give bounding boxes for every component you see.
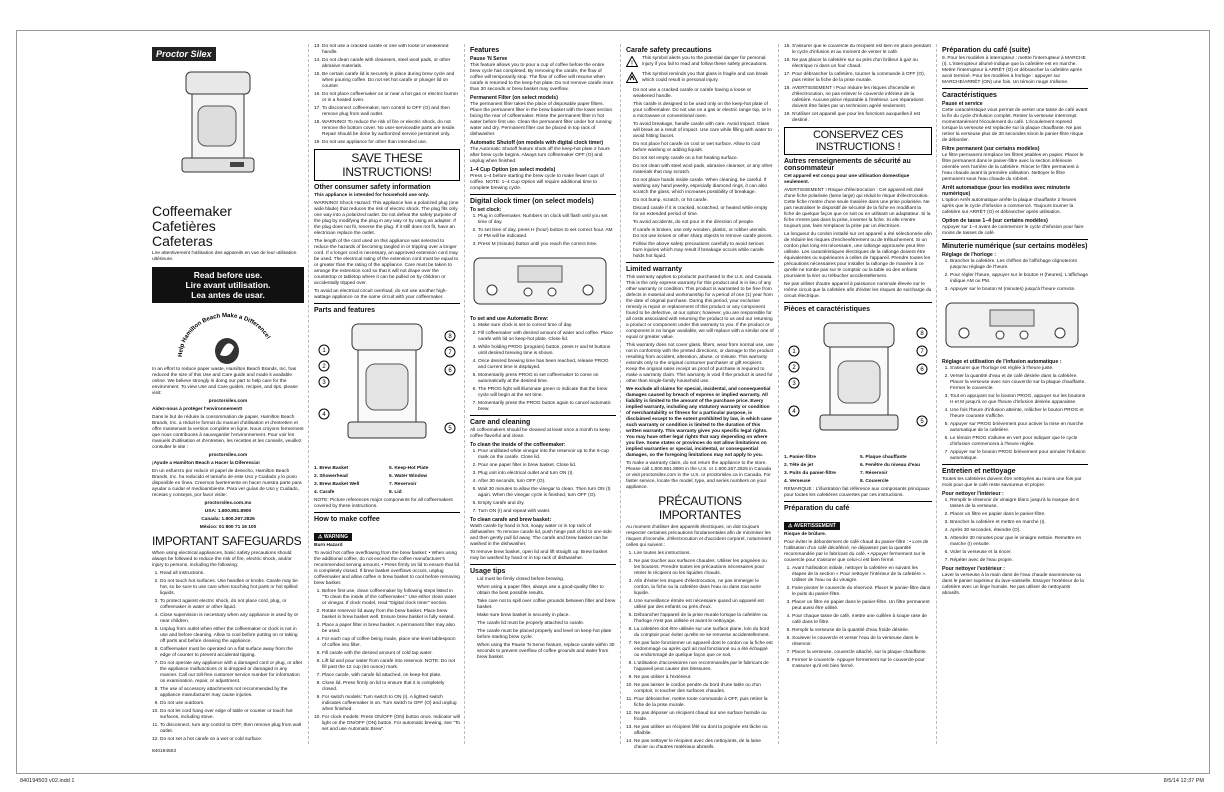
infusion-step: 4. Une fois l'heure d'infusion atteinte, relâcher le bouton PROG et l'heure courante s'affiche. — [950, 408, 1088, 420]
precaution-item: 4. Une surveillance étroite est nécessaire quand un appareil est utilisé par des enfants ou près d'eux. — [634, 599, 774, 611]
part-label: 7. Reservoir — [389, 482, 417, 487]
safeguard-item: 14. Do not clean carafe with cleansers, steel wool pads, or other abrasive materials. — [322, 58, 460, 70]
household-only: This appliance is intended for household use only. — [314, 193, 430, 198]
svg-text:6: 6 — [920, 367, 924, 373]
carafe-precaution: • Do not bump, scratch, or hit carafe. — [633, 198, 774, 204]
auto-brew-step: 1. Make sure clock is set to correct time of day. — [478, 323, 616, 329]
parts-diagram — [314, 316, 460, 466]
part-label: 6. Water Window — [389, 474, 428, 479]
infusion-step: 6. Le témoin PROG s'allume en vert pour indiquer que le cycle d'infusion commencera à l'heure réglée. — [950, 436, 1088, 448]
preparation-step: 3. Placer un filtre en papier dans le panier-filtre. Un filtre permanent peut aussi être utilisé. — [792, 600, 932, 612]
eco-fr-url[interactable]: proctorsilex.com — [208, 453, 248, 458]
nettoyer-title: Pour nettoyer l'intérieur : — [942, 491, 1004, 497]
brew-step: 4. For each cup of coffee being made, place one level tablespoon of coffee into filter. — [322, 637, 460, 649]
eco-es-heading: ¡Ayude a Hamilton Beach a Hacer la Diferencia! — [152, 461, 260, 466]
precaution-item: 19. N'utiliser cet appareil que pour les fonctions auxquelles il est destiné. — [792, 112, 932, 124]
brand-logo: Proctor Silex — [152, 47, 216, 61]
preparation-step: 8. Fermer le couvercle. Appuyer fermement sur le couvercle pour s'assurer qu'il est bien fermé. — [792, 658, 932, 670]
warranty-contact: To make a warranty claim, do not return the appliance to the store. Please call 1.800.851.8900 in the U.S. or 1.800.267.2826 in Canada or visit proctorsilex.com in the U.S. or proctorsilex.ca in Canada. For faster service, locate the model, type, and series numbers on your appliance. — [626, 461, 772, 490]
phone-canada: Canada: 1.800.267.2826 — [201, 517, 255, 522]
piece-label: 8. Couvercle — [860, 479, 889, 484]
svg-text:5: 5 — [448, 426, 452, 432]
exterieur-body: Laver la verseuse à la main dans de l'eau chaude savonneuse ou dans le panier supérieur du lave-vaisselle. Essuyer l'extérieur de la cafetière avec un linge humide. Ne pas utiliser de nettoyants abrasifs. — [942, 573, 1084, 596]
column-divider — [620, 44, 621, 744]
section-rule — [942, 464, 1088, 465]
auto-brew-step: 6. The PROG light will illuminate green to indicate that the brew cycle will begin at the set time. — [478, 387, 616, 399]
safeguards-list-cont — [314, 44, 460, 146]
part-label: 2. Showerhead — [314, 474, 348, 479]
safeguards-title: IMPORTANT SAFEGUARDS — [152, 534, 302, 548]
infusion-auto-title: Réglage et utilisation de l'infusion automatique : — [942, 359, 1062, 365]
conservez-box — [784, 127, 932, 155]
usage-tip: • The carafe must be placed properly and level on keep-hot plate before starting brew cycle. — [477, 629, 616, 641]
section-rule — [470, 415, 616, 416]
fiche-polarisee: AVERTISSEMENT ! Risque d'électrocution : Cet appareil est doté d'une fiche polarisée (lame large) qui réduit le risque d'électrocution. Cette fiche n'entre d'une seule manière dans une prise polarisée. Ne pas neutraliser le dispositif de sécurité de la fiche en modifiant la fiche de quelque façon que ce soit ou en utilisant un adaptateur. Si la fiche n'entre pas dans la prise, inverser la fiche. Si elle n'entre toujours pas, faire remplacer la prise par un électricien. — [784, 188, 931, 229]
clock-step: 2. To set time of day, press H (hour) button to set correct hour. AM or PM will be indicated. — [478, 228, 616, 240]
auto-shutoff-title: Automatic Shutoff (on models with digital clock timer) — [470, 140, 604, 146]
nettoyer-step: 2. Placer un filtre en papier dans le panier-filtre. — [950, 512, 1088, 518]
svg-text:7: 7 — [448, 350, 452, 356]
avertissement-label: AVERTISSEMENT — [793, 523, 836, 529]
pause-service-title: Pause et service — [942, 101, 983, 107]
svg-text:3: 3 — [792, 381, 796, 387]
auto-brew-title: To set and use Automatic Brew: — [470, 316, 549, 322]
safeguard-item: 13. Do not use a cracked carafe or one with loose or weakened handle. — [322, 44, 460, 56]
svg-text:2: 2 — [792, 365, 796, 371]
care-title: Care and cleaning — [470, 419, 531, 426]
clean-step: 4. After 30 seconds, turn OFF (O). — [478, 479, 616, 485]
brew-step: 3. Place a paper filter in brew basket. A permanent filter may also be used. — [322, 623, 460, 635]
section-rule — [942, 239, 1088, 240]
read-before-use-box — [152, 267, 304, 303]
svg-text:4: 4 — [792, 409, 796, 415]
seal-text: Help Hamilton Beach Make a Difference! — [177, 312, 271, 358]
caracteristiques-title: Caractéristiques — [942, 92, 997, 99]
carafe-precaution: • To avoid accidents, do not pour in the direction of people. — [633, 220, 774, 226]
infusion-steps — [942, 366, 1088, 462]
auto-brew-step: 2. Fill coffeemaker with desired amount of water and coffee. Place carafe with lid on keep-hot plate. Close lid. — [478, 331, 616, 343]
preparation-steps — [784, 566, 932, 670]
svg-text:6: 6 — [448, 368, 452, 374]
safeguard-item: 7. Do not operate any appliance with a damaged cord or plug, or after the appliance malfunctions or is dropped or damaged in any manner. Call our toll-free customer service number for information on examination, repair, or adjustment. — [160, 661, 304, 685]
clock-title: Digital clock timer (on select models) — [470, 198, 594, 205]
infusion-step: 5. Appuyer sur PROG brièvement pour activer la mise en marche automatique de la cafetière. — [950, 422, 1088, 434]
clean-parts-title: To clean carafe and brew basket: — [470, 517, 552, 523]
precaution-item: 13. Ne pas utiliser un récipient fêlé ou dont la poignée est lâche ou affaiblie. — [634, 725, 774, 737]
care-intro: All coffeemakers should be cleaned at least once a month to keep coffee flavorful and clean. — [470, 428, 610, 439]
column-cover — [152, 44, 304, 754]
cover-subtitle: Lire attentivement l'utilisation des appareils en vue de leur utilisation ultérieure. — [152, 251, 297, 262]
glass-warning-row — [626, 72, 774, 86]
warning-symbol-text: This symbol alerts you to the potential danger for personal injury if you fail to read and follow these safety precautions. — [642, 56, 768, 67]
one-to-four-title: 1–4 Cup Option (on select models) — [470, 167, 556, 173]
eco-en: In an effort to reduce paper waste, Hamilton Beach Brands, Inc. has reduced the size of this Use and Care guide and made it available online. We believe strongly in doing our part to help care for the environment. To view Use and Care guides, recipes, and tips, please visit: — [152, 367, 298, 396]
clock-steps — [470, 214, 616, 248]
piece-label: 6. Fenêtre du niveau d'eau — [860, 463, 921, 468]
arret-auto-title: Arrêt automatique (pour les modèles avec minuterie numérique) — [942, 185, 1071, 197]
polarized-plug-text: WARNING! Shock Hazard: This appliance has a polarized plug (one wide blade) that reduces the risk of electric shock. The plug fits only one way into a polarized outlet. Do not defeat the safety purpose of the plug by modifying the plug in any way or by using an adapter. If the plug does not fit, reverse the plug. If it still does not fit, have an electrician replace the outlet. — [314, 201, 459, 236]
part-label: 5. Keep-Hot Plate — [389, 466, 429, 471]
title-en: Coffeemaker — [152, 203, 232, 219]
brew-step: 1. Before first use, clean coffeemaker by following steps listed in "To clean the inside of the coffeemaker." Use either clean water or vinegar. If clock model, read "Digital clock timer" section. — [322, 589, 460, 607]
svg-text:5: 5 — [920, 419, 924, 425]
auto-brew-step: 4. Once desired brewing time has been reached, release PROG and current time is displayed. — [478, 359, 616, 371]
pieces-title: Pièces et caractéristiques — [784, 306, 870, 313]
prep-suite-title: Préparation du café (suite) — [942, 47, 1031, 54]
auto-shutoff-body: The Automatic Shutoff feature shuts off the keep-hot plate 2 hours after brew cycle begins. Always turn coffeemaker OFF (O) and unplug when finished. — [470, 147, 610, 164]
nettoyer-step: 6. Vider la verseuse et la rincer. — [950, 550, 1088, 556]
brew-step: 2. Rotate reservoir lid away from the brew basket. Place brew basket in brew basket well. Ensure brew basket is fully seated. — [322, 609, 460, 621]
autres-title: Autres renseignements de sécurité au consommateur — [784, 158, 911, 172]
precaution-item: 11. Pour débrancher, mettre toute commande à OFF, puis retirer la fiche de la prise murale. — [634, 697, 774, 709]
precautions-list-cont — [784, 44, 932, 124]
brew-step: 10. For clock models: Press ON/OFF (ON) button once. Indicator will light on the ON/OFF (ON) button. For automatic brewing, see "To set and use Automatic Brew". — [322, 715, 460, 733]
column-fr-features — [942, 44, 1088, 754]
conservez-title: CONSERVEZ CES INSTRUCTIONS ! — [812, 129, 904, 153]
safeguard-item: 18. WARNING! To reduce the risk of fire or electric shock, do not remove the bottom cover. No user-serviceable parts are inside. Repair should be done by authorized service personnel only. — [322, 120, 460, 138]
read-fr: Lire avant utilisation. — [185, 280, 271, 290]
clean-step: 6. Empty carafe and dry. — [478, 501, 616, 507]
parts-title: Parts and features — [314, 307, 376, 314]
clean-inside-title: To clean the inside of the coffeemaker: — [470, 442, 566, 448]
precaution-item: 10. Ne pas laisser le cordon pendre du bord d'une table ou d'un comptoir, ni toucher des surfaces chaudes. — [634, 683, 774, 695]
clean-parts-body: Wash carafe by hand in hot, soapy water or in top rack of dishwasher. To remove carafe lid, push hinge part of lid to one side and then gently pull lid away. The carafe and brew basket can be washed in the dishwasher. — [470, 524, 612, 547]
clean-basket-body: To remove brew basket, open lid and lift straight up. Brew basket may be washed by hand or in top rack of dishwasher. — [470, 550, 608, 561]
svg-text:8: 8 — [920, 331, 924, 337]
title-fr: Cafetières — [152, 218, 216, 234]
brew-step: 5. Fill carafe with the desired amount of cold tap water. — [322, 651, 460, 657]
svg-text:3: 3 — [322, 380, 326, 386]
reglage-horloge-title: Réglage de l'horloge : — [942, 252, 996, 258]
column-divider — [308, 44, 309, 744]
circuit-overload-text: To avoid an electrical circuit overload, do not use another high-wattage appliance on the same circuit with your coffeemaker. — [314, 289, 448, 300]
carafe-safety-title: Carafe safety precautions — [626, 47, 712, 54]
longueur-cordon: La longueur du cordon installé sur cet appareil a été sélectionnée afin de réduire les risques d'enchevêtrement ou de trébuchement. Si un cordon plus long est nécessaire, une rallonge approuvée peut être utilisée. Les caractéristiques électriques de la rallonge doivent être équivalentes ou supérieures à celles de l'appareil. Prendre toutes les précautions nécessaires pour installer la rallonge de manière à ce qu'elle ne tombe pas sur le comptoir ou la table où des enfants pourraient la tirer ou trébucher accidentellement. — [784, 232, 932, 279]
safeguard-item: 4. Close supervision is necessary when any appliance is used by or near children. — [160, 613, 304, 625]
read-en: Read before use. — [193, 270, 263, 280]
usage-tip: • Make sure brew basket is securely in place. — [477, 613, 616, 619]
precaution-item: 6. La cafetière doit être utilisée sur une surface plane, loin du bord du comptoir pour éviter qu'elle ne se renverse accidentellement. — [634, 627, 774, 639]
eco-seal-icon — [152, 307, 302, 367]
svg-text:2: 2 — [322, 364, 326, 370]
svg-text:1: 1 — [322, 348, 326, 354]
preparation-title: Préparation du café — [784, 505, 850, 512]
set-clock-title: To set clock: — [470, 207, 502, 213]
entretien-intro: Toutes les cafetières doivent être nettoyées au moins une fois par mois pour que le café reste savoureux et propre. — [942, 477, 1082, 488]
svg-text:4: 4 — [322, 412, 326, 418]
precaution-item: 7. Ne pas faire fonctionner un appareil dont le cordon ou la fiche est endommagé ou après qu'il ait mal fonctionné ou a été échappé ou endommagé de quelque façon que ce soit. — [634, 641, 774, 659]
column-divider — [778, 44, 779, 744]
column-divider — [936, 44, 937, 744]
filtre-permanent-body: Le filtre permanent remplace les filtres jetables en papier. Placer le filtre permanent dans le panier-filtre avec la section inférieure orientée vers l'arrière de la cafetière. Rincer le filtre permanent à l'eau chaude avant la première utilisation. Nettoyer le filtre permanent sous l'eau chaude du robinet. — [942, 153, 1084, 182]
safeguard-item: 19. Do not use appliance for other than intended use. — [322, 140, 460, 146]
piece-label: 1. Panier-filtre — [784, 455, 816, 460]
clock-step: 1. Plug in coffeemaker. Numbers on clock will flash until you set time of day. — [478, 214, 616, 226]
pause-service-body: Cette caractéristique vous permet de verser une tasse de café avant la fin du cycle d'infusion complet. Retirer la verseuse interrompt momentanément l'écoulement du café. L'écoulement reprend lorsque la verseuse est replacée sur la plaque chauffante. Ne pas retirer la verseuse plus de 30 secondes sinon le panier-filtre risque de déborder. — [942, 108, 1088, 143]
column-safety — [314, 44, 460, 754]
eco-en-url[interactable]: proctorsilex.com — [208, 399, 248, 404]
option-tasse-title: Option de tasse 1–4 (sur certains modèles) — [942, 218, 1048, 224]
pieces-diagram — [784, 315, 932, 455]
warranty-title: Limited warranty — [626, 266, 683, 273]
piece-label: 7. Réservoir — [860, 471, 888, 476]
brew-step: 9. For switch models: Turn switch to ON (I). A lighted switch indicates coffeemaker is on. Turn switch to OFF (O) and unplug when finished. — [322, 695, 460, 713]
carafe-precautions — [626, 88, 774, 260]
precaution-item: 12. Ne pas déposer un récipient chaud sur une surface humide ou froide. — [634, 711, 774, 723]
safeguard-item: 1. Read all instructions. — [160, 571, 304, 577]
footer-file: 840194503 v02.indd 1 — [20, 778, 75, 784]
auto-brew-step: 7. Momentarily press the PROG button again to cancel automatic brew. — [478, 401, 616, 413]
permanent-filter-title: Permanent Filter (on select models) — [470, 95, 558, 101]
precaution-item: 17. Pour débrancher la cafetière, tourner la commande à OFF (O), puis retirer la fiche de la prise murale. — [792, 72, 932, 84]
permanent-filter-body: The permanent filter takes the place of disposable paper filters. Place the permanent filter in the brew basket with the lower section facing the rear of coffeemaker. Rinse the permanent filter in hot water before first use. Clean the permanent filter under hot running water and dry. Permanent filter can be placed in top rack of dishwasher. — [470, 102, 613, 137]
save-instructions-box — [314, 149, 460, 181]
section-rule — [784, 302, 932, 303]
one-to-four-body: Press 1–4 before starting the brew cycle to make fewer cups of coffee. NOTE: 1–4 Cup Option will require additional time to complete brewing cycle. — [470, 174, 604, 191]
footer-date: 8/5/14 12:37 PM — [1163, 778, 1204, 784]
auto-brew-step: 5. Momentarily press PROG to set coffeemaker to come on automatically at the desired time. — [478, 373, 616, 385]
phone-usa: USA: 1.800.851.8900 — [204, 509, 252, 514]
clock-step: 3. Press M (minute) button until you reach the correct time. — [478, 242, 616, 248]
column-fr-safety — [784, 44, 932, 754]
clean-steps — [470, 449, 616, 515]
features-title: Features — [470, 47, 500, 54]
clean-step: 1. Pour undiluted white vinegar into the reservoir up to the 6-cup mark on the carafe. Close lid. — [478, 449, 616, 461]
safeguard-item: 5. Unplug from outlet when either the coffeemaker or clock is not in use and before cleaning. Allow to cool before putting on or taking off parts and before cleaning the appliance. — [160, 627, 304, 645]
carafe-precaution: • Discard carafe if it is cracked, scratched, or heated while empty for an extended period of time. — [633, 206, 774, 218]
precaution-item: 1. Lire toutes les instructions. — [634, 551, 774, 557]
warranty-body: This warranty applies to products purchased in the U.S. and Canada. This is the only express warranty for this product and is in lieu of any other warranty or condition. This product is warranted to be free from defects in material and workmanship for a period of one (1) year from the date of original purchase. During this period, your exclusive remedy is repair or replacement of this product or any component found to be defective, at our option; however, you are responsible for all costs associated with returning the product to us and our returning a product or component under this warranty to you. If the product or component is no longer available, we will replace with a similar one of equal or greater value. — [626, 275, 774, 340]
cord-length-text: The length of the cord used on this appliance was selected to reduce the hazards of becoming tangled in or tripping over a longer cord. If a longer cord is necessary, an approved extension cord may be used. The electrical rating of the extension cord must be equal to or greater than the rating of the appliance. Care must be taken to arrange the extension cord so that it will not drape over the countertop or tabletop where it can be pulled on by children or accidentally tripped over. — [314, 239, 459, 286]
pieces-list — [784, 455, 932, 487]
brew-step: 6. Lift lid and pour water from carafe into reservoir. NOTE: Do not fill past the 12 cup (64 ounce) mark. — [322, 659, 460, 671]
section-rule — [942, 88, 1088, 89]
carafe-precaution: • This carafe is designed to be used only on the keep-hot plate of your coffeemaker. Do not use on a gas or electric range top, or in a microwave or conventional oven. — [633, 102, 774, 120]
section-rule — [314, 512, 460, 513]
clean-step: 2. Pour one paper filter in brew basket. Close lid. — [478, 463, 616, 469]
safeguard-item: 3. To protect against electric shock, do not place cord, plug, or coffeemaker in water or other liquid. — [160, 599, 304, 611]
precaution-item: 14. Ne pas nettoyer le récipient avec des nettoyants, de la laine d'acier ou d'autres matériaux abrasifs. — [634, 739, 774, 751]
brew-step: 8. Close lid. Press firmly on lid to ensure that it is completely closed. — [322, 681, 460, 693]
precaution-item: 3. Afin d'éviter les risques d'électrocution, ne pas immerger le cordon, la fiche ou la cafetière dans l'eau ou dans tout autre liquide. — [634, 579, 774, 597]
warning-label: WARNING — [323, 534, 349, 540]
precautions-intro: Au moment d'utiliser des appareils électriques, on doit toujours respecter certaines précautions fondamentales afin de minimiser les risques d'incendie, d'électrocution et d'accident corporel, notamment celles qui suivent : — [626, 525, 772, 548]
svg-text:7: 7 — [920, 349, 924, 355]
column-carafe-warranty — [626, 44, 774, 754]
clean-step: 7. Turn ON (I) and repeat with water. — [478, 509, 616, 515]
safeguards-intro: When using electrical appliances, basic safety precautions should always be followed to reduce the risk of fire, electric shock, and/or injury to persons, including the following: — [152, 551, 292, 568]
safeguard-item: 17. To disconnect coffeemaker, turn control to OFF (O) and then remove plug from wall outlet. — [322, 106, 460, 118]
safeguards-list — [152, 571, 304, 743]
safeguard-item: 6. Coffeemaker must be operated on a flat surface away from the edge of counter to prevent accidental tipping. — [160, 647, 304, 659]
precautions-list — [626, 551, 774, 751]
usage-tip: • When using the Pause 'N Serve feature, replace carafe within 30 seconds to prevent overflow of coffee grounds and water from brew basket. — [477, 643, 616, 661]
risque-brulure-body: Pour éviter le débordement de café chaud du panier-filtre : • Lors de l'utilisation d'un café décaféiné, ne dépassez pas la quantité recommandée par le fabricant du café. • Appuyer fermement sur le couvercle pour s'assurer que celui-ci est bien fermé. — [784, 540, 929, 563]
column-divider — [464, 44, 465, 744]
other-safety-title: Other consumer safety information — [314, 184, 431, 191]
nettoyer-step: 7. Répéter avec de l'eau propre. — [950, 558, 1088, 564]
nettoyer-step: 5. Attendre 30 minutes pour que le vinaigre nettoie. Remettre en marche (I) ensuite. — [950, 536, 1088, 548]
carafe-precaution: • Do not place hot carafe on cool or wet surface. Allow to cool before washing or adding liquids. — [633, 142, 774, 154]
piece-label: 2. Tête de jet — [784, 463, 814, 468]
section-rule — [314, 303, 460, 304]
usage-tip: • Lid must be firmly closed before brewing. — [477, 577, 616, 583]
safeguard-item: 12. Do not set a hot carafe on a wet or cold surface. — [160, 737, 304, 743]
brew-step: 7. Place carafe, with carafe lid attached, on keep-hot plate. — [322, 673, 460, 679]
nettoyer-step: 4. Après 30 secondes, éteindre (O). — [950, 528, 1088, 534]
precaution-item: 8. L'utilisation d'accessoires non recommandés par le fabricant de l'appareil peut causer des blessures. — [634, 661, 774, 673]
safeguard-item: 15. Be certain carafe lid is securely in place during brew cycle and when pouring coffee. Do not set hot carafe or plunger lid on counter. — [322, 72, 460, 90]
section-rule — [470, 564, 616, 565]
part-label: 3. Brew Basket Well — [314, 482, 360, 487]
save-instructions-title: SAVE THESE INSTRUCTIONS! — [342, 151, 432, 179]
risque-brulure: Risque de brûlure. — [784, 532, 827, 537]
column-features — [470, 44, 616, 754]
precaution-item: 16. Ne pas placer la cafetière sur ou près d'un brûleur à gaz ou électrique ni dans un four chaud. — [792, 58, 932, 70]
eco-fr: Dans le but de réduire la consommation de papier, Hamilton Beach Brands, Inc. a réduit le format du manuel d'utilisation et d'entretien et offre maintenant la version complète en ligne. Nous croyons fermement que nous contribuons à sauvegarder l'environnement. Pour voir les manuels d'utilisation et d'entretien, les recettes et les conseils, veuillez consulter le site : — [152, 415, 304, 450]
svg-text:!: ! — [631, 60, 633, 67]
eco-es-url[interactable]: proctorsilex.com.mx — [204, 501, 252, 506]
filtre-permanent-title: Filtre permanent (sur certains modèles) — [942, 146, 1040, 152]
clean-step: 5. Wait 30 minutes to allow the vinegar to clean. Then turn ON (I) again. When the vinegar cycle is finished, turn OFF (O). — [478, 487, 616, 499]
pieces-note: REMARQUE : L'illustration fait référence aux composants principaux pour toutes les cafetières couvertes par ces instructions. — [784, 487, 930, 498]
auto-brew-step: 3. While holding PROG (program) button, press H and M buttons until desired brewing time is shown. — [478, 345, 616, 357]
control-panel-diagram — [470, 250, 610, 314]
section-rule — [784, 501, 932, 502]
infusion-step: 1. S'assurer que l'horloge est réglée à l'heure juste. — [950, 366, 1088, 372]
pause-serve-title: Pause 'N Serve — [470, 56, 508, 62]
part-label: 8. Lid — [389, 490, 402, 495]
horloge-step: 1. Brancher la cafetière. Les chiffres de l'affichage clignoteront jusqu'au réglage de l'heure. — [950, 259, 1088, 271]
warranty-body-3: We exclude all claims for special, incidental, and consequential damages caused by breach of express or implied warranty. All liability is limited to the amount of the purchase price. Every implied warranty, including any statutory warranty or condition of merchantability or fitness for a particular purpose, is disclaimed except to the extent prohibited by law, in which case such warranty or condition is limited to the duration of this written warranty. This warranty gives you specific legal rights. You may have other legal rights that vary depending on where you live. Some states or provinces do not allow limitations on implied warranties or special, incidental, or consequential damages, so the foregoing limitations may not apply to you. — [626, 387, 772, 458]
carafe-precaution: • Follow the above safety precautions carefully to avoid serious burn injuries which may result if breakage occurs while carafe holds hot liquid. — [633, 242, 774, 260]
option-tasse-body: Appuyer sur 1–4 avant de commencer le cycle d'infusion pour faire moins de tasses de café. — [942, 225, 1084, 236]
pause-serve-body: This feature allows you to pour a cup of coffee before the entire brew cycle has completed. By removing the carafe, the flow of coffee will temporarily stop. The flow of coffee will resume when carafe is returned to the keep-hot plate. Do not remove carafe more than 30 seconds or brew basket may overflow. — [470, 63, 614, 92]
preparation-step: 1. Avant l'utilisation initiale, nettoyer la cafetière en suivant les étapes de la section « Pour nettoyer l'intérieur de la cafetière ». Utiliser de l'eau ou du vinaigre. — [792, 566, 932, 584]
preparation-step: 6. Soulever le couvercle et verser l'eau de la verseuse dans le réservoir. — [792, 636, 932, 648]
usage-tips-title: Usage tips — [470, 568, 506, 575]
parts-note: NOTE: Picture references major components for all coffeemakers covered by these instructions. — [314, 498, 453, 509]
preparation-step: 4. Pour chaque tasse de café, mettre une cuillère à soupe rase de café dans le filtre. — [792, 614, 932, 626]
precaution-item: 15. S'assurer que le couvercle du récipient est bien en place pendant le cycle d'infusion et au moment de verser le café. — [792, 44, 932, 56]
eco-fr-heading: Aidez-nous à protéger l'environnement! — [152, 407, 243, 412]
usage-tip: • The carafe lid must be properly attached to carafe. — [477, 621, 616, 627]
brew-steps — [314, 589, 460, 733]
infusion-step: 7. Appuyer sur le bouton PROG brièvement pour annuler l'infusion automatique. — [950, 450, 1088, 462]
howto-title: How to make coffee — [314, 516, 380, 523]
exterieur-title: Pour nettoyer l'extérieur : — [942, 566, 1005, 572]
section-rule — [626, 262, 774, 263]
warning-triangle-icon — [626, 56, 638, 67]
part-label: 1. Brew Basket — [314, 466, 349, 471]
nettoyer-steps — [942, 498, 1088, 564]
entretien-title: Entretien et nettoyage — [942, 468, 1016, 475]
piece-label: 5. Plaque chauffante — [860, 455, 907, 460]
safeguard-item: 9. Do not use outdoors. — [160, 701, 304, 707]
carafe-precaution: • Do not set empty carafe on a hot heating surface. — [633, 156, 774, 162]
read-es: Lea antes de usar. — [191, 290, 265, 300]
precaution-item: 5. Débrancher l'appareil de la prise murale lorsque la cafetière ou l'horloge n'est pas utilisée et avant le nettoyage. — [634, 613, 774, 625]
auto-brew-steps — [470, 323, 616, 413]
title-es: Cafeteras — [152, 233, 213, 249]
piece-label: 4. Verseuse — [784, 479, 811, 484]
section-rule — [470, 194, 616, 195]
usage-tip: • When using a paper filter, always use a good-quality filter to obtain the best possible results. — [477, 585, 616, 597]
safeguard-item: 16. Do not place coffeemaker on or near a hot gas or electric burner or in a heated oven. — [322, 92, 460, 104]
glass-warning-text: This symbol reminds you that glass is fragile and can break which could result in personal injury. — [642, 72, 768, 83]
warning-row — [626, 56, 774, 70]
svg-text:1: 1 — [792, 349, 796, 355]
panneau-commande-diagram — [942, 295, 1082, 357]
svg-text:8: 8 — [448, 334, 452, 340]
safeguard-item: 11. To disconnect, turn any control to OFF, then remove plug from wall outlet. — [160, 723, 304, 735]
safeguard-item: 10. Do not let cord hang over edge of table or counter or touch hot surfaces, including stove. — [160, 709, 304, 721]
precautions-title: PRÉCAUTIONS IMPORTANTES — [658, 494, 742, 522]
phone-mexico: México: 01 800 71 16 100 — [199, 525, 257, 530]
carafe-precaution: • To avoid breakage, handle carafe with care. Avoid impact. Glass will break as a result of impact. Use care while filling with water to avoid hitting faucet. — [633, 122, 774, 140]
infusion-step: 3. Tout en appuyant sur le bouton PROG, appuyer sur les boutons H et M jusqu'à ce que l'heure d'infusion désirée apparaisse. — [950, 394, 1088, 406]
usage-tips — [470, 577, 616, 661]
preparation-step: 5. Remplir la verseuse de la quantité d'eau froide désirée. — [792, 628, 932, 634]
nettoyer-step: 3. Brancher la cafetière et mettre en marche (I). — [950, 520, 1088, 526]
minuterie-title: Minuterie numérique (sur certains modèles) — [942, 243, 1088, 250]
parts-list — [314, 466, 460, 498]
eco-es: En un esfuerzo por reducir el papel de desecho, Hamilton Beach Brands, Inc. ha reducido el tamaño de este Uso y Cuidado y lo puso disponible en línea. Creemos fuertemente en hacer nuestra parte para ayudar a cuidar el medioambiente. Para ver guías de Uso y Cuidado, recetas y consejos, por favor visite: — [152, 469, 302, 498]
usage-domestique: Cet appareil est conçu pour une utilisation domestique seulement. — [784, 174, 910, 185]
preparation-step: 2. Faire pivoter le couvercle du réservoir. Placer le panier-filtre dans le puits du panier-filtre. — [792, 586, 932, 598]
horloge-steps — [942, 259, 1088, 293]
preparation-step: 7. Placer la verseuse, couvercle attaché, sur la plaque chauffante. — [792, 650, 932, 656]
precaution-item: 18. AVERTISSEMENT ! Pour réduire les risques d'incendie et d'électrocution, ne pas enlever le couvercle inférieur de la cafetière. Aucune pièce réparable à l'intérieur. Les réparations doivent être faites par un technicien agréé seulement. — [792, 86, 932, 110]
arret-auto-body: L'option Arrêt automatique arrête la plaque chauffante 2 heures après que le cycle d'infusion a commencé. Toujours tourner la cafetière sur ARRÊT (O) et débrancher après utilisation. — [942, 198, 1077, 215]
coffeemaker-illustration — [152, 66, 302, 184]
safeguard-item: 8. The use of accessory attachments not recommended by the appliance manufacturer may cause injuries. — [160, 687, 304, 699]
piece-label: 3. Puits du panier-filtre — [784, 471, 836, 476]
avertissement-badge: ⚠ AVERTISSEMENT — [784, 522, 840, 530]
horloge-step: 3. Appuyer sur le bouton M (minutes) jusqu'à l'heure correcte. — [950, 287, 1088, 293]
usage-tip: • Take care not to spill over coffee grounds between filter and brew basket. — [477, 599, 616, 611]
precaution-item: 2. Ne pas toucher aux surfaces chaudes. Utiliser les poignées ou les boutons. Prendre toutes les précautions nécessaires pour retirer le récipient ou les liquides chauds. — [634, 559, 774, 577]
part-label: 4. Carafe — [314, 490, 335, 495]
surcharge-circuit: Ne pas utiliser d'autre appareil à puissance nominale élevée sur le même circuit que la cafetière afin d'éviter les risques de surcharge du circuit électrique. — [784, 282, 932, 299]
burn-hazard: Burn Hazard — [314, 543, 343, 548]
glass-warning-icon — [626, 72, 638, 83]
warranty-body-2: This warranty does not cover glass, filters, wear from normal use, use not in conformity with the printed directions, or damage to the product resulting from accident, alteration, abuse, or misuse. This warranty extends only to the original consumer purchaser or gift recipient. Keep the original sales receipt as proof of purchase is required to make a warranty claim. This warranty is void if the product is used for other than single-family household use. — [626, 343, 774, 384]
carafe-precaution: • Do not use a cracked carafe or carafe having a loose or weakened handle. — [633, 88, 774, 100]
doc-code: 840194503 — [152, 749, 177, 754]
carafe-precaution: • If carafe is broken, use only wooden, plastic, or rubber utensils. Do not use knives or other sharp objects to remove carafe pieces. — [633, 228, 774, 240]
burn-hazard-body: To avoid hot coffee overflowing from the brew basket: • When using the additional coffee, do not exceed the coffee manufacturer's recommended serving amount. • Press firmly on lid to ensure that lid is completely closed. If brew basket overflows occurs, unplug coffeemaker and allow coffee in brew basket to cool before removing brew basket. — [314, 551, 460, 586]
warning-badge: ⚠ WARNING — [314, 533, 352, 541]
safeguard-item: 2. Do not touch hot surfaces. Use handles or knobs. Carafe may be hot, so be sure to use care when touching hot parts or hot spilled liquids. — [160, 579, 304, 597]
carafe-precaution: • Do not place hands inside carafe. When cleaning, be careful. If washing any hand jewelry, especially diamond rings, it can also scratch the glass, which increases possibility of breakage. — [633, 178, 774, 196]
horloge-step: 2. Pour régler l'heure, appuyer sur le bouton H (heures). L'affichage indique AM ou PM. — [950, 273, 1088, 285]
precaution-item: 9. Ne pas utiliser à l'extérieur. — [634, 675, 774, 681]
nettoyer-step: 1. Remplir le réservoir de vinaigre blanc jusqu'à la marque de 6 tasses de la verseuse. — [950, 498, 1088, 510]
infusion-step: 2. Verser la quantité d'eau et de café désirée dans la cafetière. Placer la verseuse avec son couvercle sur la plaque chauffante. Fermer le couvercle. — [950, 374, 1088, 392]
prep-suite-body: 9. Pour les modèles à interrupteur : mettre l'interrupteur à MARCHE (I). L'interrupteur allumé indique que la cafetière est en marche. Mettre l'interrupteur à ARRÊT (O) et débrancher la cafetière après avoir terminé. Pour les modèles à horloge : appuyer sur MARCHE/ARRÊT (ON) une fois. Un témoin rouge s'allume. — [942, 56, 1086, 85]
carafe-precaution: • Do not clean with steel wool pads, abrasive cleanser, or any other materials that may scratch. — [633, 164, 774, 176]
clean-step: 3. Plug unit into electrical outlet and turn ON (I). — [478, 471, 616, 477]
